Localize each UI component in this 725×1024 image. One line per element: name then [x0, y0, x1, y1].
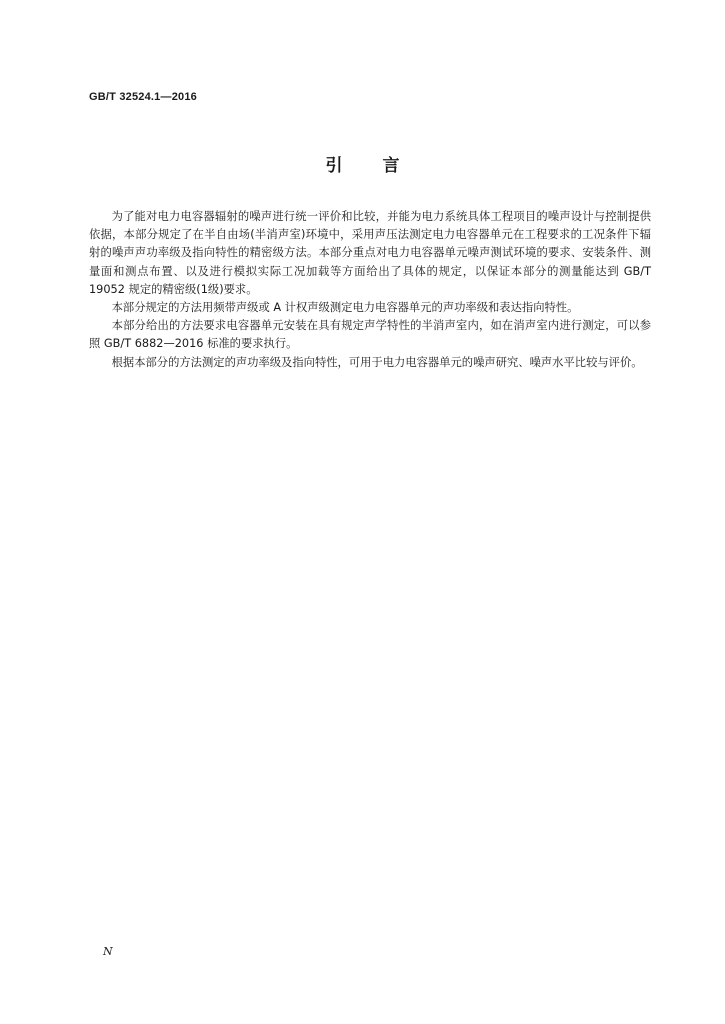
paragraph: 为了能对电力电容器辐射的噪声进行统一评价和比较，并能为电力系统具体工程项目的噪声设计与控制提供依据，本部分规定了在半自由场(半消声室)环境中，采用声压法测定电力电容器单元在工程要求的工况条件下辐射的噪声声功率级及指向特性的精密级方法。本部分重点对电力电容器单元噪声测试环境的要求、安装条件、测量面和测点布置、以及进行模拟实际工况加载等方面给出了具体的规定，以保证本部分的测量能达到 GB/T 19052 规定的精密级(1级)要求。	[89, 210, 651, 296]
paragraph: 根据本部分的方法测定的声功率级及指向特性，可用于电力电容器单元的噪声研究、噪声水平比较与评价。	[111, 355, 643, 369]
standard-code: GB/T 32524.1—2016	[89, 91, 197, 103]
paragraph: 本部分给出的方法要求电容器单元安装在具有规定声学特性的半消声室内，如在消声室内进行测定，可以参照 GB/T 6882—2016 标准的要求执行。	[89, 319, 651, 351]
body-text	[89, 208, 651, 372]
section-title: 引言	[325, 156, 440, 176]
paragraph: 本部分规定的方法用频带声级或 A 计权声级测定电力电容器单元的声功率级和表达指向特性。	[111, 301, 579, 315]
page-number: N	[103, 945, 113, 958]
